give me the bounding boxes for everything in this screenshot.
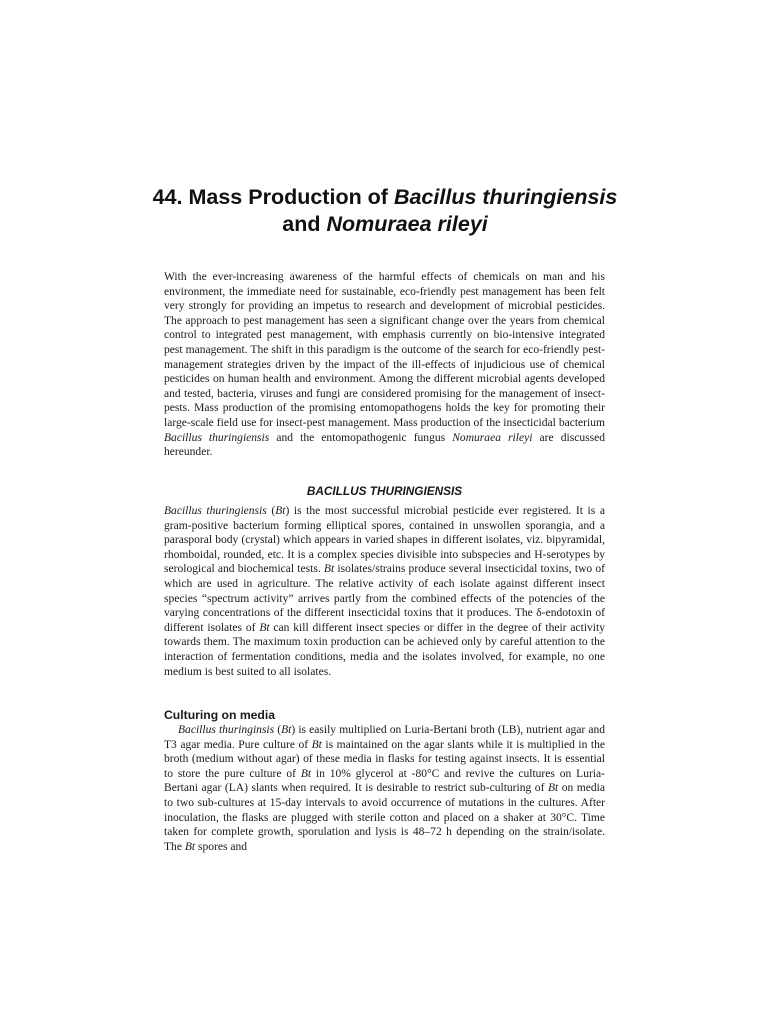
cult-text-2: ( <box>274 724 282 736</box>
bt-paragraph <box>164 504 605 679</box>
bt-text-7: Bt <box>259 621 270 634</box>
bt-text-4: ) is the most successful microbial pesticide ever registered. It is a gram-positive bacterium forming elliptical spores, contained in unswollen sporangia, and a parasporal body (crystal) which appears in varied shapes in different isolates, viz. bipyramidal, rhomboidal, rounded, etc. It is a complex species divisible into subspecies and H-serotypes by serological and biochemical tests. <box>164 505 605 576</box>
intro-text-1: With the ever-increasing awareness of the harmful effects of chemicals on man and his environment, the immediate need for sustainable, eco-friendly pest management has been felt very strongly for providing an impetus to research and development of microbial pesticides. The approach to pest management has seen a significant change over the years from chemical control to integrated pest management, with emphasis currently on bio-intensive integrated pest management. The shift in this paradigm is the outcome of the search for eco-friendly pest-management strategies driven by the impact of the ill-effects of injudicious use of chemical pesticides on human health and environment. Among the different microbial agents developed and tested, bacteria, viruses and fungi are considered promising for the management of insect-pests. Mass production of the promising entomopathogens holds the key for promoting their large-scale field use for insect-pest management. Mass production of the insecticidal bacterium <box>164 271 605 429</box>
cult-text-10: on media to two sub-cultures at 15-day intervals to avoid occurrence of mutations in the cultures. After inoculation, the flasks are plugged with sterile cotton and placed on a shaker at 30°C. Time taken for complete growth, sporulation and lysis is 48–72 h depending on the strain/isolate. The <box>164 782 605 853</box>
intro-text-2: and the entomopathogenic fungus <box>269 431 453 444</box>
bt-text-2: ( <box>266 505 276 517</box>
section-heading-bt: BACILLUS THURINGIENSIS <box>306 484 463 498</box>
cult-text-3: Bt <box>281 724 292 736</box>
title-and: and <box>282 212 327 236</box>
cult-text-1: Bacillus thuringinsis <box>178 724 275 736</box>
title-nomuraea: Nomuraea rileyi <box>326 212 488 236</box>
bt-text-5: Bt <box>323 563 335 576</box>
cult-text-12: spores and <box>195 840 248 853</box>
intro-paragraph <box>164 270 605 460</box>
intro-italic-bacillus: Bacillus thuringiensis <box>164 431 270 444</box>
culturing-paragraph <box>164 723 605 854</box>
cult-text-7: Bt <box>300 767 312 780</box>
bt-text-3: Bt <box>275 505 286 517</box>
chapter-title <box>150 184 620 238</box>
intro-text-3: are discussed hereunder. <box>164 431 605 459</box>
cult-text-6: is maintained on the agar slants while it is multiplied in the broth (medium without agar) of these media in flasks for testing against insects. It is essential to store the pure culture of <box>164 738 605 780</box>
bt-text-8: can kill different insect species or differ in the degree of their activity towards them. The maximum toxin production can be achieved only by careful attention to the interaction of fermentation conditions, media and the isolates involved, for example, no one medium is best suited to all isolates. <box>164 621 605 678</box>
section-heading-culturing: Culturing on media <box>164 708 276 722</box>
title-bacillus: Bacillus thuringiensis <box>393 185 618 209</box>
cult-text-8: in 10% glycerol at -80°C and revive the cultures on Luria-Bertani agar (LA) slants when required. It is desirable to restrict sub-culturing of <box>164 767 605 795</box>
cult-text-9: Bt <box>547 782 559 795</box>
cult-text-11: Bt <box>184 840 196 853</box>
bt-text-6: isolates/strains produce several insecticidal toxins, two of which are used in agriculture. The relative activity of each isolate against different insect species “spectrum activity” arrives partly from the combined effects of the potencies of the varying concentrations of the different insecticidal toxins that it produces. The δ-endotoxin of different isolates of <box>164 563 605 634</box>
cult-text-5: Bt <box>311 738 322 751</box>
intro-italic-nomuraea: Nomuraea rileyi <box>452 431 533 444</box>
title-number-text: 44. Mass Production of <box>152 185 394 209</box>
bt-text-1: Bacillus thuringiensis <box>164 505 267 517</box>
cult-text-4: ) is easily multiplied on Luria-Bertani broth (LB), nutrient agar and T3 agar media. Pure culture of <box>164 724 605 751</box>
